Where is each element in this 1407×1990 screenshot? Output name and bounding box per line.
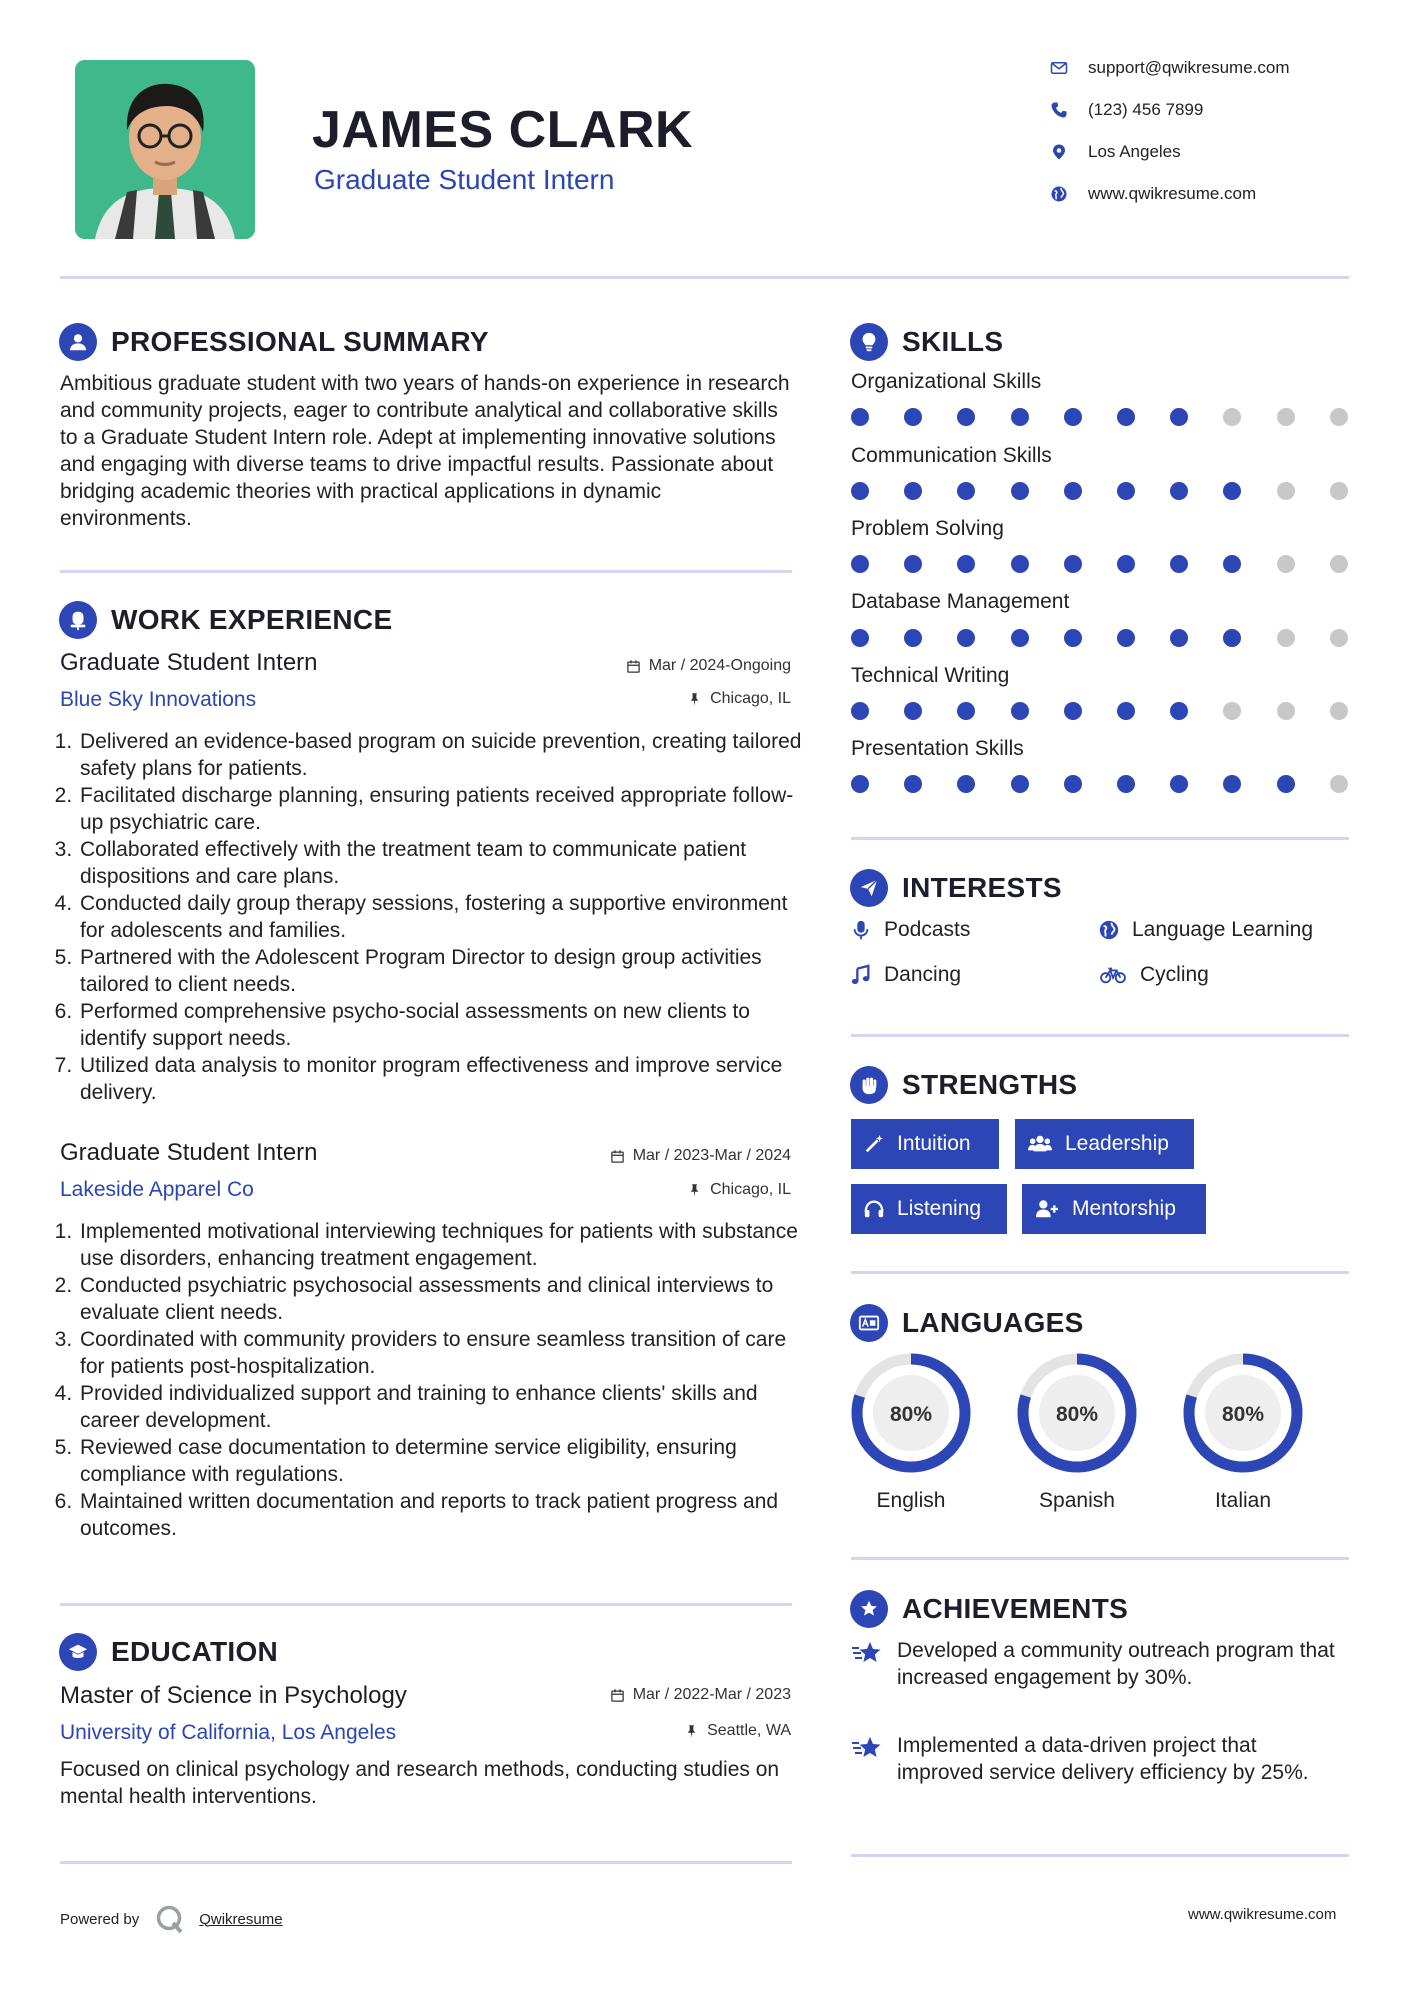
skills-divider [851,837,1349,840]
contact-phone-text: (123) 456 7899 [1088,100,1204,119]
skill-dot-filled [1223,555,1241,573]
skill-dot-filled [957,482,975,500]
globe-icon [1098,919,1120,941]
education-heading [59,1632,278,1672]
skill-dot-filled [1223,629,1241,647]
users-icon [1027,1133,1053,1155]
skill-dot-filled [1011,629,1029,647]
job-dates-text: Mar / 2023-Mar / 2024 [632,1147,791,1164]
skill-dot-filled [904,482,922,500]
job-title: Graduate Student Intern [60,1139,318,1166]
powered-by-text: Powered by [60,1910,140,1928]
shooting-star-icon [851,1734,883,1762]
skill-rating [851,408,1351,428]
summary-divider [60,570,792,573]
briefcase-icon [59,601,97,639]
education-location-text: Seattle, WA [707,1722,791,1739]
skill-dot-empty [1330,775,1348,793]
skill-dot-filled [904,702,922,720]
skill-dot-empty [1277,629,1295,647]
interests-heading [850,868,1062,908]
skill-rating [851,482,1351,502]
education-heading-text: EDUCATION [111,1636,279,1667]
job-dates [626,657,791,675]
location-pin-icon [1050,143,1068,161]
list-item: 6. Performed comprehensive psycho-social assessments on new clients to identify support needs. [78,998,810,1052]
skill-dot-filled [851,702,869,720]
skill-dot-filled [904,629,922,647]
skill-dot-filled [1011,775,1029,793]
language-item [1015,1351,1139,1513]
skill-dot-filled [1117,702,1135,720]
strength-tag [1022,1184,1206,1234]
education-divider [60,1861,792,1864]
calendar-icon [626,659,641,674]
skill-dot-filled [957,702,975,720]
skill-rating [851,555,1351,575]
user-icon [59,323,97,361]
skill-dot-filled [904,555,922,573]
skill-dot-empty [1330,555,1348,573]
strengths-heading [850,1065,1077,1105]
language-ring [1181,1351,1305,1475]
language-percent: 80% [1055,1403,1099,1426]
calendar-icon [610,1688,625,1703]
skill-dot-filled [1277,775,1295,793]
globe-icon [1050,185,1068,203]
job-location-text: Chicago, IL [710,1181,791,1198]
interest-item [1098,963,1209,987]
skill-dot-filled [1064,775,1082,793]
experience-heading-text: WORK EXPERIENCE [111,604,393,635]
skill-dot-filled [851,482,869,500]
contact-website-text: www.qwikresume.com [1088,184,1257,203]
skill-dot-empty [1277,482,1295,500]
language-percent: 80% [1221,1403,1265,1426]
skill-dot-filled [1064,482,1082,500]
strength-label: Intuition [897,1132,971,1155]
interest-item [1098,918,1313,942]
education-description: Focused on clinical psychology and research methods, conducting studies on mental health interventions. [60,1758,780,1808]
degree-title: Master of Science in Psychology [60,1682,407,1709]
skills-heading-text: SKILLS [902,326,1004,357]
skill-dot-filled [957,555,975,573]
language-item [849,1351,973,1513]
skill-dot-empty [1277,408,1295,426]
contact-website[interactable] [1050,182,1256,206]
lightbulb-icon [850,323,888,361]
skill-dot-filled [1117,482,1135,500]
skill-name: Communication Skills [851,444,1052,467]
brand-link[interactable]: Qwikresume [199,1910,283,1928]
candidate-title: Graduate Student Intern [314,164,615,195]
skill-dot-filled [1117,408,1135,426]
contact-location [1050,140,1181,164]
school-name: University of California, Los Angeles [60,1721,397,1744]
skill-dot-empty [1277,555,1295,573]
pushpin-icon [687,692,702,707]
job-location [687,1181,791,1199]
strength-tag [851,1184,1007,1234]
graduation-cap-icon [59,1633,97,1671]
experience-divider [60,1603,792,1606]
language-name: Spanish [1039,1489,1115,1512]
job-location [687,690,791,708]
fist-icon [850,1066,888,1104]
achievements-heading [850,1589,1128,1629]
achievements-divider [851,1854,1349,1857]
strengths-divider [851,1271,1349,1274]
shooting-star-icon [851,1639,883,1667]
skill-dot-empty [1330,702,1348,720]
languages-divider [851,1557,1349,1560]
achievements-heading-text: ACHIEVEMENTS [902,1593,1129,1624]
list-item: 4. Provided individualized support and training to enhance clients' skills and career development. [78,1380,810,1434]
email-icon [1050,59,1068,77]
award-icon [850,1590,888,1628]
skill-dot-filled [1117,629,1135,647]
languages-heading-text: LANGUAGES [902,1307,1084,1338]
experience-heading [59,600,392,640]
skill-rating [851,702,1351,722]
list-item: 5. Reviewed case documentation to determine service eligibility, ensuring compliance with regulations. [78,1434,810,1488]
skill-name: Presentation Skills [851,737,1024,760]
skill-dot-filled [1011,702,1029,720]
skill-rating [851,775,1351,795]
skill-dot-filled [1064,702,1082,720]
list-item: 2. Facilitated discharge planning, ensuring patients received appropriate follow-up psychiatric care. [78,782,810,836]
skill-dot-filled [851,629,869,647]
skill-dot-empty [1223,702,1241,720]
skill-dot-filled [1064,555,1082,573]
skill-name: Technical Writing [851,664,1010,687]
achievement-item [851,1732,1341,1786]
skill-dot-filled [1223,482,1241,500]
job-location-text: Chicago, IL [710,690,791,707]
skill-dot-empty [1330,629,1348,647]
language-percent: 80% [889,1403,933,1426]
skill-dot-filled [1170,408,1188,426]
skill-dot-filled [1011,555,1029,573]
magic-wand-icon [863,1133,885,1155]
skill-dot-filled [1170,702,1188,720]
job-title: Graduate Student Intern [60,649,318,676]
skill-dot-empty [1223,408,1241,426]
interest-item [850,918,970,942]
language-icon [850,1304,888,1342]
contact-phone[interactable] [1050,98,1203,122]
summary-text: Ambitious graduate student with two years of hands-on experience in research and community projects, eager to contribute analytical and collaborative skills to a Graduate Student Intern role. Adept at implementing innovative solutions and engaging with diverse teams to drive impactful results. Passionate about bridging academic theories with practical applications in dynamic environments. [60,372,790,530]
skill-dot-empty [1330,482,1348,500]
skill-dot-filled [1170,482,1188,500]
strength-label: Listening [897,1197,982,1220]
skill-dot-empty [1277,702,1295,720]
skill-name: Organizational Skills [851,370,1042,393]
skill-dot-filled [957,629,975,647]
pushpin-icon [684,1724,699,1739]
list-item: 5. Partnered with the Adolescent Program Director to design group activities tailored to client needs. [78,944,810,998]
interest-label: Podcasts [884,918,971,941]
pushpin-icon [687,1183,702,1198]
summary-heading [59,322,489,362]
list-item: 3. Collaborated effectively with the treatment team to communicate patient dispositions and care plans. [78,836,810,890]
skills-heading [850,322,1003,362]
list-item: 1. Delivered an evidence-based program on suicide prevention, creating tailored safety plans for patients. [78,728,810,782]
education-dates-text: Mar / 2022-Mar / 2023 [632,1686,791,1703]
qwikresume-logo-icon [155,1904,185,1934]
phone-icon [1050,101,1068,119]
calendar-icon [610,1149,625,1164]
skill-name: Problem Solving [851,517,1004,540]
skill-dot-filled [851,775,869,793]
footer-website[interactable]: www.qwikresume.com [1188,1906,1337,1923]
education-location [684,1722,791,1740]
skill-dot-filled [1170,775,1188,793]
skill-dot-filled [1170,555,1188,573]
contact-location-text: Los Angeles [1088,142,1181,161]
language-item [1181,1351,1305,1513]
interests-divider [851,1034,1349,1037]
language-ring [849,1351,973,1475]
skill-dot-filled [957,775,975,793]
skill-dot-filled [1011,482,1029,500]
language-ring [1015,1351,1139,1475]
strength-label: Mentorship [1072,1197,1176,1220]
company-name: Lakeside Apparel Co [60,1178,254,1201]
list-item: 3. Coordinated with community providers to ensure seamless transition of care for patients post-hospitalization. [78,1326,810,1380]
list-item: 1. Implemented motivational interviewing techniques for patients with substance use disorders, enhancing treatment engagement. [78,1218,810,1272]
strengths-heading-text: STRENGTHS [902,1069,1078,1100]
skill-dot-filled [1011,408,1029,426]
interests-heading-text: INTERESTS [902,872,1062,903]
job-duties [60,1218,810,1542]
paper-plane-icon [850,869,888,907]
avatar [75,60,255,239]
language-name: English [876,1489,946,1512]
microphone-icon [850,919,872,941]
strength-tag [851,1119,999,1169]
achievement-text: Implemented a data-driven project that improved service delivery efficiency by 25%. [897,1734,1309,1784]
list-item: 2. Conducted psychiatric psychosocial assessments and clinical interviews to evaluate client needs. [78,1272,810,1326]
list-item: 7. Utilized data analysis to monitor program effectiveness and improve service delivery. [78,1052,810,1106]
skill-dot-filled [904,775,922,793]
contact-email-text: support@qwikresume.com [1088,58,1290,77]
achievement-item [851,1637,1341,1691]
language-name: Italian [1214,1489,1272,1512]
skill-dot-filled [1170,629,1188,647]
music-note-icon [850,964,872,986]
profile-photo [75,60,255,239]
interest-label: Cycling [1140,963,1209,986]
strength-label: Leadership [1065,1132,1169,1155]
skill-dot-filled [851,408,869,426]
list-item: 4. Conducted daily group therapy sessions, fostering a supportive environment for adolescents and families. [78,890,810,944]
list-item: 6. Maintained written documentation and reports to track patient progress and outcomes. [78,1488,810,1542]
languages-heading [850,1303,1084,1343]
interest-label: Language Learning [1132,918,1314,941]
user-plus-icon [1034,1198,1060,1220]
header-divider [60,276,1349,279]
skill-dot-filled [904,408,922,426]
skill-rating [851,629,1351,649]
achievement-text: Developed a community outreach program that increased engagement by 30%. [897,1639,1335,1689]
education-dates [610,1686,791,1704]
skill-dot-filled [1117,555,1135,573]
company-name: Blue Sky Innovations [60,688,257,711]
summary-heading-text: PROFESSIONAL SUMMARY [111,326,489,357]
skill-name: Database Management [851,590,1070,613]
interest-label: Dancing [884,963,962,986]
skill-dot-empty [1330,408,1348,426]
skill-dot-filled [1064,408,1082,426]
powered-by [60,1904,283,1934]
job-dates-text: Mar / 2024-Ongoing [648,657,791,674]
skill-dot-filled [1117,775,1135,793]
candidate-name: JAMES CLARK [312,101,694,159]
skill-dot-filled [1064,629,1082,647]
skill-dot-filled [851,555,869,573]
job-duties [60,728,810,1106]
job-dates [610,1147,791,1165]
interest-item [850,963,961,987]
bicycle-icon [1098,964,1128,986]
skill-dot-filled [1223,775,1241,793]
headphones-icon [863,1198,885,1220]
contact-email[interactable] [1050,56,1290,80]
strength-tag [1015,1119,1194,1169]
skill-dot-filled [957,408,975,426]
